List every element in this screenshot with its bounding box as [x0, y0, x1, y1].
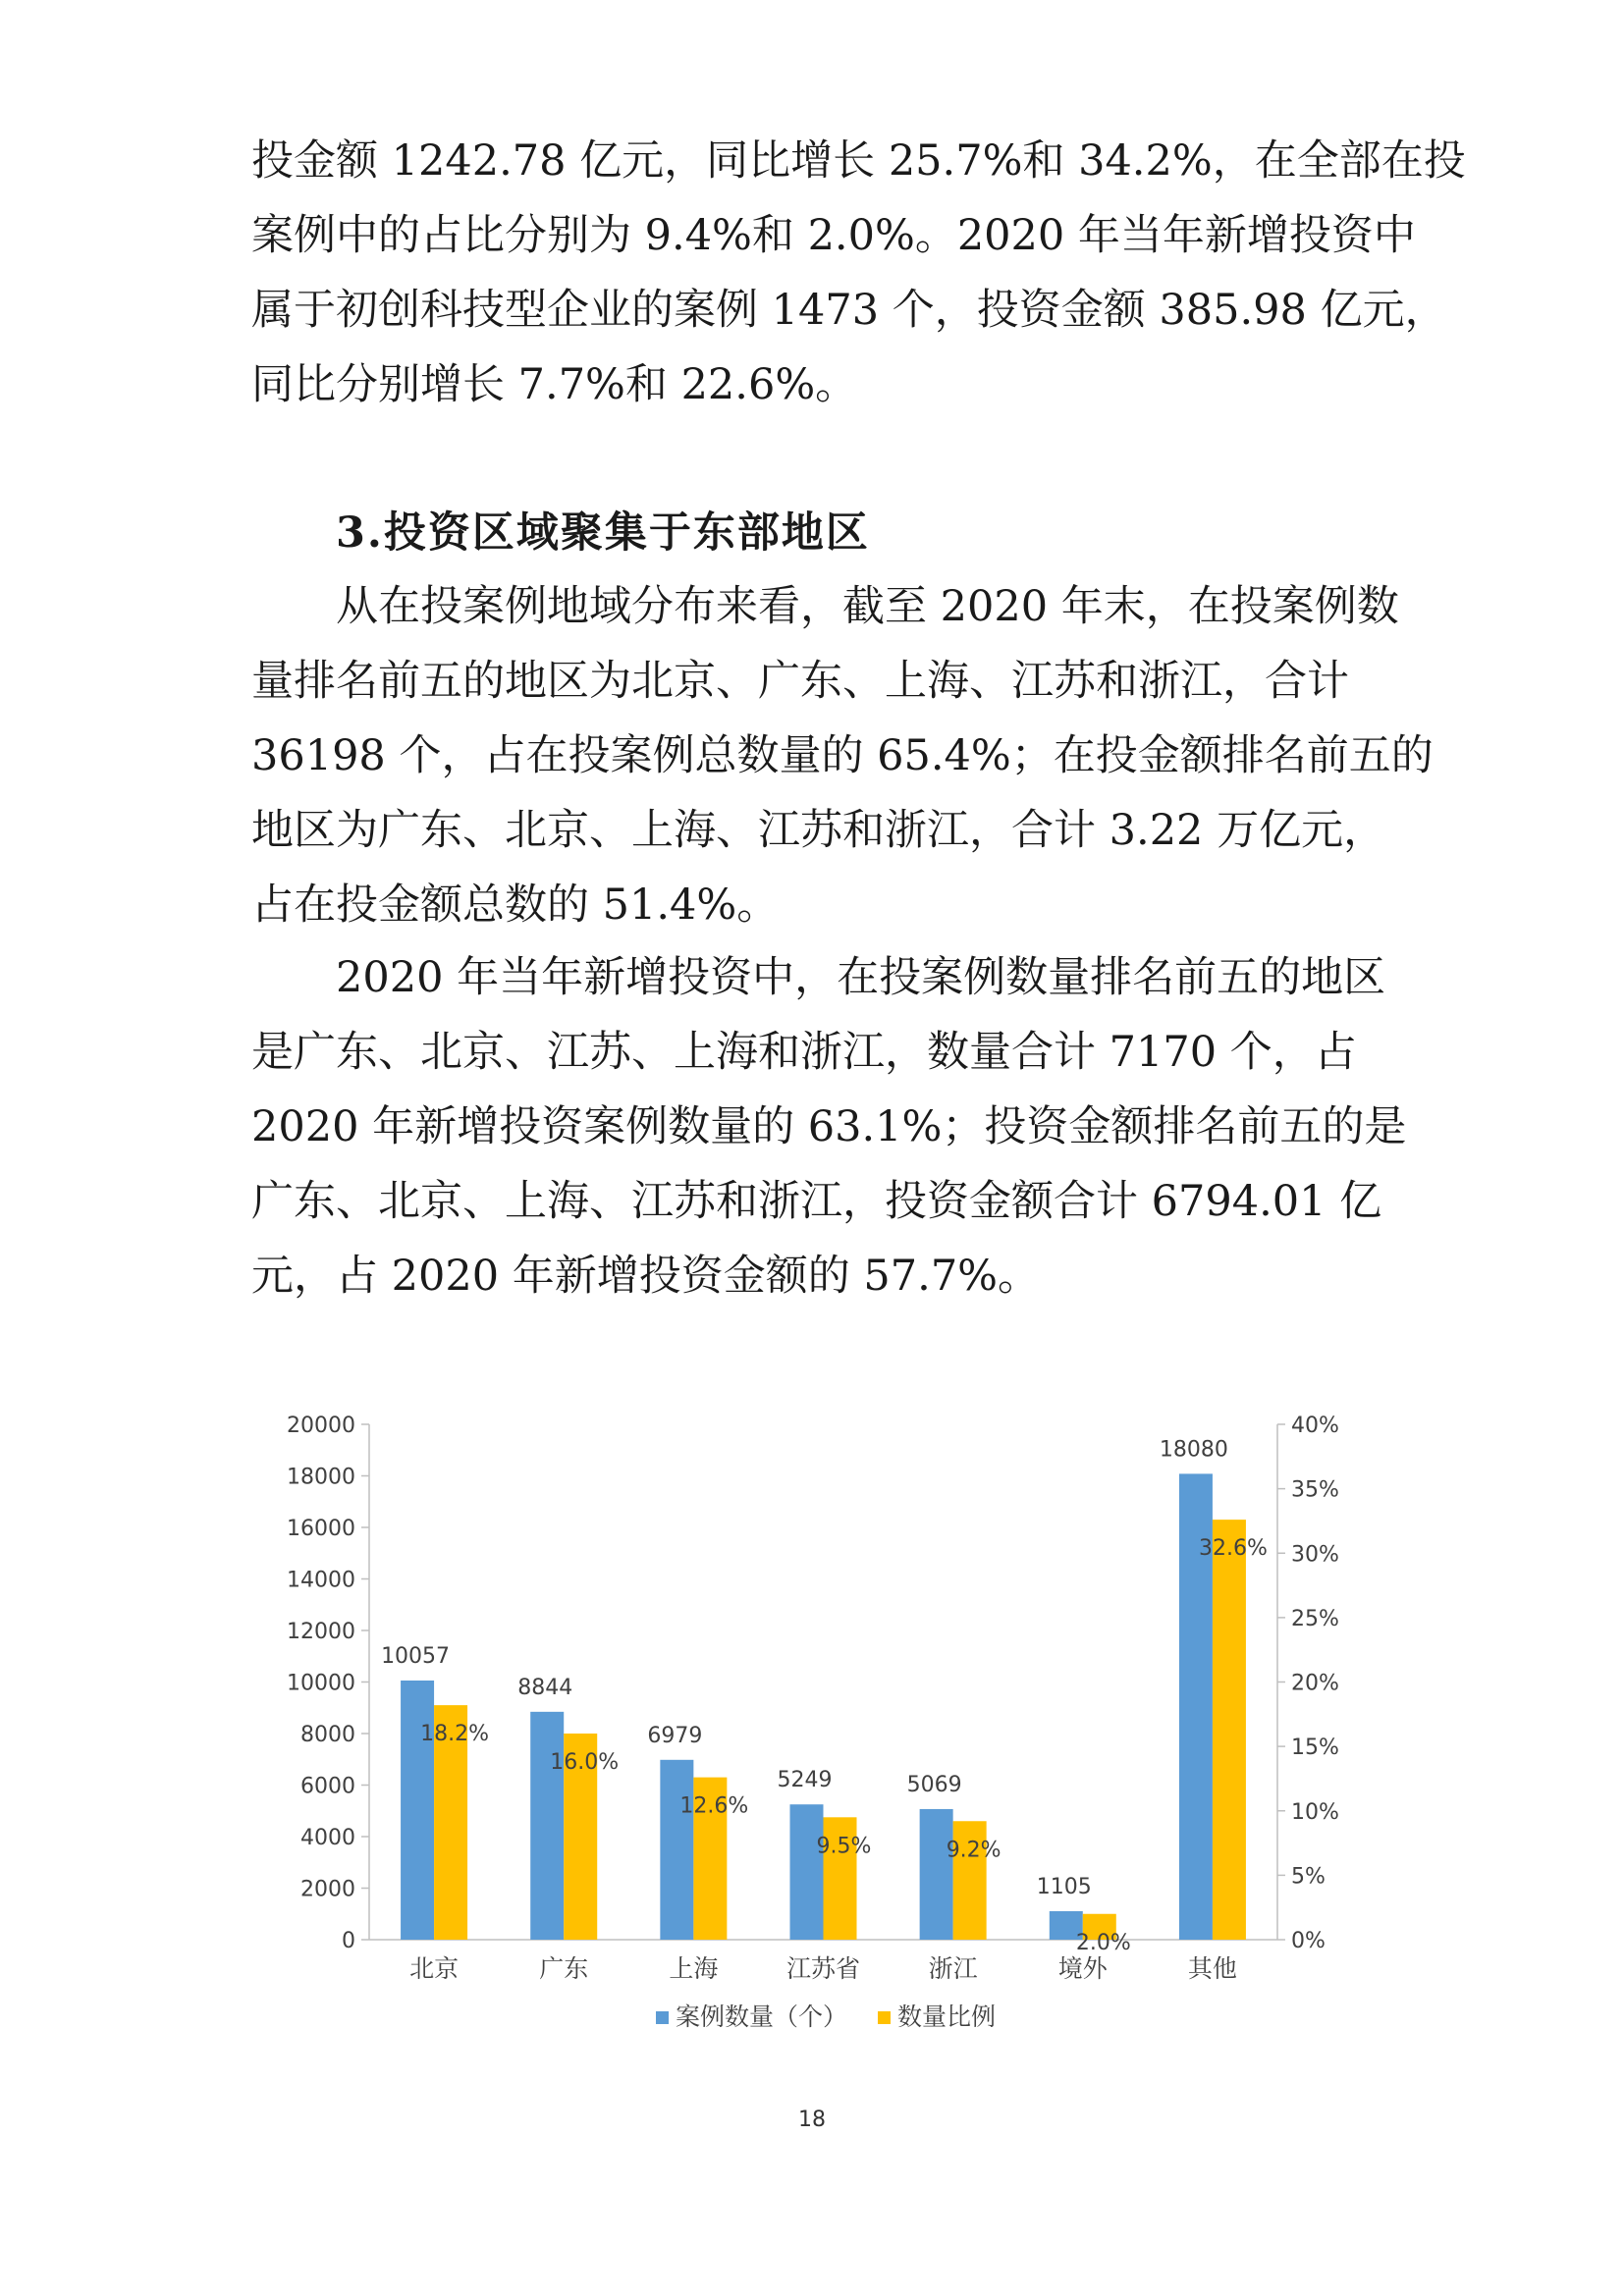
text-line: 2020 年新增投资案例数量的 63.1%；投资金额排名前五的是 [251, 1102, 1407, 1151]
category-label: 广东 [539, 1954, 589, 1983]
data-label-count: 1105 [1036, 1874, 1092, 1899]
bar-case-count [790, 1804, 824, 1940]
data-label-ratio: 12.6% [679, 1793, 749, 1819]
data-label-ratio: 2.0% [1075, 1930, 1131, 1955]
right-tick-label: 35% [1291, 1477, 1339, 1503]
text-line: 案例中的占比分别为 9.4%和 2.0%。2020 年当年新增投资中 [251, 211, 1416, 260]
right-tick-label: 40% [1291, 1414, 1339, 1438]
bar-ratio [1213, 1520, 1246, 1940]
left-tick-label: 4000 [300, 1826, 355, 1850]
legend-swatch-ratio [878, 2011, 891, 2024]
left-tick-label: 14000 [287, 1568, 355, 1593]
chart-svg [261, 1379, 1371, 2061]
category-label: 境外 [1057, 1954, 1108, 1983]
left-tick-label: 0 [342, 1929, 355, 1953]
right-tick-label: 20% [1291, 1671, 1339, 1696]
data-label-count: 18080 [1159, 1437, 1228, 1463]
paragraph-1 [251, 124, 1466, 422]
left-tick-label: 6000 [300, 1774, 355, 1799]
right-tick-label: 5% [1291, 1864, 1326, 1890]
data-label-count: 10057 [381, 1644, 451, 1670]
data-label-count: 6979 [647, 1723, 703, 1748]
right-tick-label: 0% [1291, 1929, 1326, 1953]
data-label-ratio: 9.5% [816, 1834, 872, 1859]
left-tick-label: 10000 [287, 1671, 355, 1696]
left-tick-label: 2000 [300, 1877, 355, 1902]
text-line: 元，占 2020 年新增投资金额的 57.7%。 [251, 1252, 1041, 1301]
bar-case-count [401, 1681, 434, 1940]
right-tick-label: 30% [1291, 1542, 1339, 1568]
category-label: 浙江 [928, 1954, 978, 1983]
left-tick-label: 20000 [287, 1414, 355, 1438]
legend-label-ratio: 数量比例 [897, 2002, 997, 2031]
bar-case-count [920, 1809, 953, 1940]
data-label-count: 5069 [906, 1772, 962, 1797]
text-line: 属于初创科技型企业的案例 1473 个，投资金额 385.98 亿元， [251, 286, 1447, 335]
category-label: 北京 [409, 1954, 460, 1983]
text-line: 同比分别增长 7.7%和 22.6%。 [251, 360, 858, 409]
data-label-ratio: 9.2% [946, 1838, 1001, 1863]
bar-case-count [660, 1760, 693, 1940]
right-tick-label: 10% [1291, 1799, 1339, 1825]
bar-chart [261, 1379, 1371, 2061]
text-line: 从在投案例地域分布来看，截至 2020 年末，在投案例数 [336, 582, 1399, 631]
data-label-count: 8844 [517, 1675, 573, 1700]
category-label: 江苏省 [785, 1954, 861, 1983]
left-tick-label: 16000 [287, 1517, 355, 1541]
category-label: 其他 [1187, 1954, 1237, 1983]
text-line: 是广东、北京、江苏、上海和浙江，数量合计 7170 个，占 [251, 1028, 1357, 1077]
text-line: 地区为广东、北京、上海、江苏和浙江，合计 3.22 万亿元， [251, 806, 1386, 855]
data-label-ratio: 16.0% [550, 1750, 620, 1775]
section-heading: 3.投资区域聚集于东部地区 [336, 508, 870, 558]
text-line: 投金额 1242.78 亿元，同比增长 25.7%和 34.2%，在全部在投 [251, 136, 1466, 186]
data-label-ratio: 32.6% [1198, 1536, 1268, 1562]
left-tick-label: 8000 [300, 1723, 355, 1747]
right-tick-label: 25% [1291, 1606, 1339, 1631]
paragraph-2 [251, 569, 1434, 942]
text-line: 占在投金额总数的 51.4%。 [251, 881, 780, 930]
text-line: 36198 个，占在投案例总数量的 65.4%；在投金额排名前五的 [251, 731, 1434, 780]
text-line: 量排名前五的地区为北京、广东、上海、江苏和浙江，合计 [251, 657, 1349, 706]
category-label: 上海 [669, 1954, 719, 1983]
legend-swatch-count [656, 2011, 669, 2024]
paragraph-3 [251, 940, 1407, 1313]
left-tick-label: 12000 [287, 1620, 355, 1644]
text-line: 2020 年当年新增投资中，在投案例数量排名前五的地区 [336, 953, 1386, 1002]
data-label-count: 5249 [777, 1768, 833, 1793]
text-line: 广东、北京、上海、江苏和浙江，投资金额合计 6794.01 亿 [251, 1177, 1382, 1226]
legend-label-count: 案例数量（个） [676, 2002, 848, 2031]
left-tick-label: 18000 [287, 1465, 355, 1490]
right-tick-label: 15% [1291, 1735, 1339, 1761]
bar-case-count [530, 1712, 564, 1940]
data-label-ratio: 18.2% [420, 1722, 490, 1747]
page-number: 18 [798, 2108, 826, 2132]
